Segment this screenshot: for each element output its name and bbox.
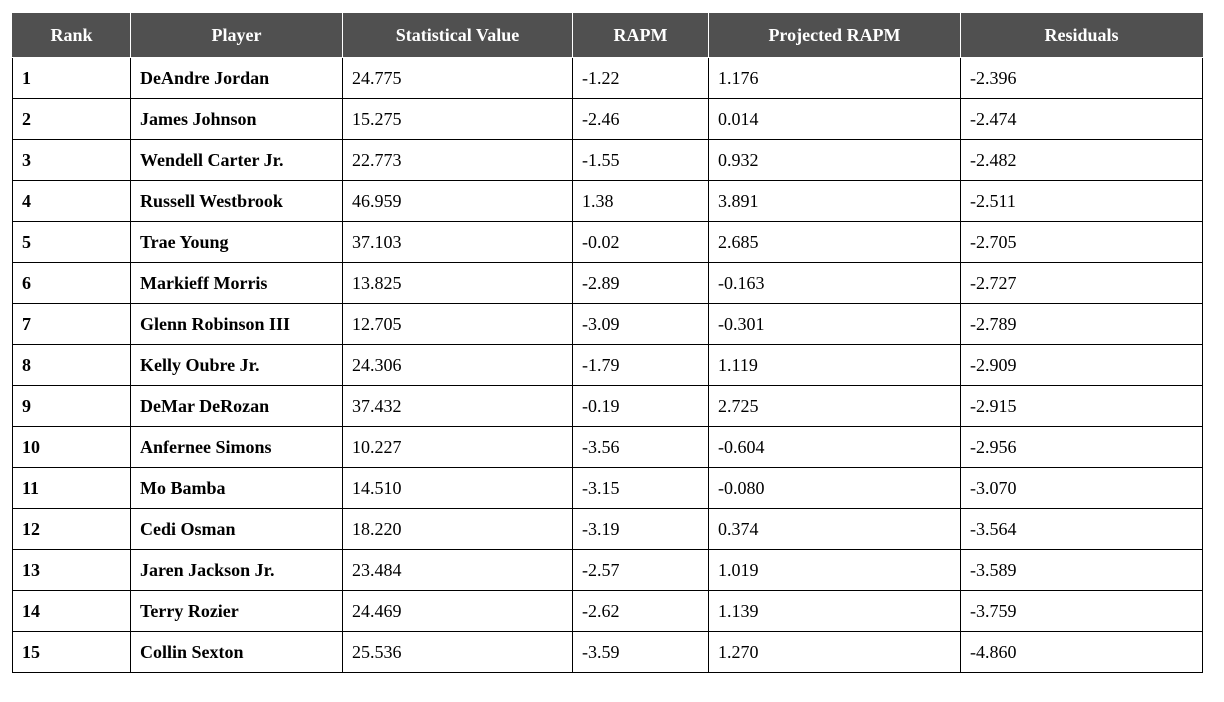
table-row [13,345,1203,386]
residuals-cell: -2.956 [961,427,1203,468]
header-rank: Rank [13,14,131,58]
table-row [13,99,1203,140]
table-row [13,468,1203,509]
table-row [13,427,1203,468]
residuals-cell: -2.474 [961,99,1203,140]
table-row [13,304,1203,345]
residuals-cell: -2.396 [961,58,1203,99]
statistical-value-cell: 37.103 [343,222,573,263]
rapm-cell: 1.38 [573,181,709,222]
projected-rapm-cell: 1.270 [709,632,961,673]
projected-rapm-cell: -0.163 [709,263,961,304]
rapm-cell: -2.46 [573,99,709,140]
player-name-cell: Terry Rozier [131,591,343,632]
player-name-cell: DeMar DeRozan [131,386,343,427]
statistical-value-cell: 13.825 [343,263,573,304]
residuals-cell: -2.789 [961,304,1203,345]
statistical-value-cell: 12.705 [343,304,573,345]
player-residuals-table [12,13,1203,673]
rapm-cell: -2.89 [573,263,709,304]
rank-cell: 12 [13,509,131,550]
player-name-cell: Markieff Morris [131,263,343,304]
projected-rapm-cell: 0.932 [709,140,961,181]
player-name-cell: Collin Sexton [131,632,343,673]
rank-cell: 14 [13,591,131,632]
table-row [13,222,1203,263]
residuals-cell: -3.589 [961,550,1203,591]
statistical-value-cell: 25.536 [343,632,573,673]
player-name-cell: Glenn Robinson III [131,304,343,345]
header-row [13,14,1203,58]
projected-rapm-cell: -0.080 [709,468,961,509]
rapm-cell: -3.09 [573,304,709,345]
projected-rapm-cell: -0.604 [709,427,961,468]
player-name-cell: Wendell Carter Jr. [131,140,343,181]
residuals-cell: -2.727 [961,263,1203,304]
statistical-value-cell: 24.469 [343,591,573,632]
player-name-cell: Cedi Osman [131,509,343,550]
projected-rapm-cell: 1.119 [709,345,961,386]
rank-cell: 6 [13,263,131,304]
rank-cell: 8 [13,345,131,386]
header-player: Player [131,14,343,58]
table-row [13,263,1203,304]
rapm-cell: -2.57 [573,550,709,591]
rank-cell: 11 [13,468,131,509]
rank-cell: 15 [13,632,131,673]
rapm-cell: -2.62 [573,591,709,632]
statistical-value-cell: 22.773 [343,140,573,181]
statistical-value-cell: 24.306 [343,345,573,386]
residuals-cell: -3.564 [961,509,1203,550]
statistical-value-cell: 10.227 [343,427,573,468]
residuals-cell: -3.759 [961,591,1203,632]
rapm-cell: -1.22 [573,58,709,99]
header-projected-rapm: Projected RAPM [709,14,961,58]
projected-rapm-cell: 1.019 [709,550,961,591]
table-header [13,14,1203,58]
projected-rapm-cell: 0.374 [709,509,961,550]
player-residuals-table-container [12,13,1203,673]
rank-cell: 2 [13,99,131,140]
player-name-cell: DeAndre Jordan [131,58,343,99]
projected-rapm-cell: -0.301 [709,304,961,345]
rank-cell: 1 [13,58,131,99]
rank-cell: 5 [13,222,131,263]
rapm-cell: -1.79 [573,345,709,386]
statistical-value-cell: 18.220 [343,509,573,550]
projected-rapm-cell: 1.139 [709,591,961,632]
table-row [13,550,1203,591]
statistical-value-cell: 37.432 [343,386,573,427]
table-row [13,591,1203,632]
rapm-cell: -0.02 [573,222,709,263]
player-name-cell: Russell Westbrook [131,181,343,222]
residuals-cell: -2.915 [961,386,1203,427]
statistical-value-cell: 14.510 [343,468,573,509]
residuals-cell: -2.705 [961,222,1203,263]
rapm-cell: -0.19 [573,386,709,427]
rank-cell: 3 [13,140,131,181]
rapm-cell: -3.59 [573,632,709,673]
player-name-cell: James Johnson [131,99,343,140]
player-name-cell: Anfernee Simons [131,427,343,468]
table-row [13,140,1203,181]
player-name-cell: Kelly Oubre Jr. [131,345,343,386]
rank-cell: 4 [13,181,131,222]
residuals-cell: -4.860 [961,632,1203,673]
rapm-cell: -3.15 [573,468,709,509]
statistical-value-cell: 23.484 [343,550,573,591]
player-name-cell: Jaren Jackson Jr. [131,550,343,591]
table-row [13,386,1203,427]
player-name-cell: Trae Young [131,222,343,263]
rank-cell: 7 [13,304,131,345]
rank-cell: 13 [13,550,131,591]
statistical-value-cell: 15.275 [343,99,573,140]
player-name-cell: Mo Bamba [131,468,343,509]
header-rapm: RAPM [573,14,709,58]
residuals-cell: -3.070 [961,468,1203,509]
projected-rapm-cell: 0.014 [709,99,961,140]
table-row [13,509,1203,550]
rank-cell: 10 [13,427,131,468]
projected-rapm-cell: 1.176 [709,58,961,99]
projected-rapm-cell: 2.725 [709,386,961,427]
projected-rapm-cell: 3.891 [709,181,961,222]
residuals-cell: -2.482 [961,140,1203,181]
residuals-cell: -2.909 [961,345,1203,386]
header-residuals: Residuals [961,14,1203,58]
header-statistical-value: Statistical Value [343,14,573,58]
rapm-cell: -3.19 [573,509,709,550]
statistical-value-cell: 24.775 [343,58,573,99]
rapm-cell: -3.56 [573,427,709,468]
statistical-value-cell: 46.959 [343,181,573,222]
table-body [13,58,1203,673]
table-row [13,632,1203,673]
table-row [13,58,1203,99]
table-row [13,181,1203,222]
rank-cell: 9 [13,386,131,427]
rapm-cell: -1.55 [573,140,709,181]
residuals-cell: -2.511 [961,181,1203,222]
projected-rapm-cell: 2.685 [709,222,961,263]
